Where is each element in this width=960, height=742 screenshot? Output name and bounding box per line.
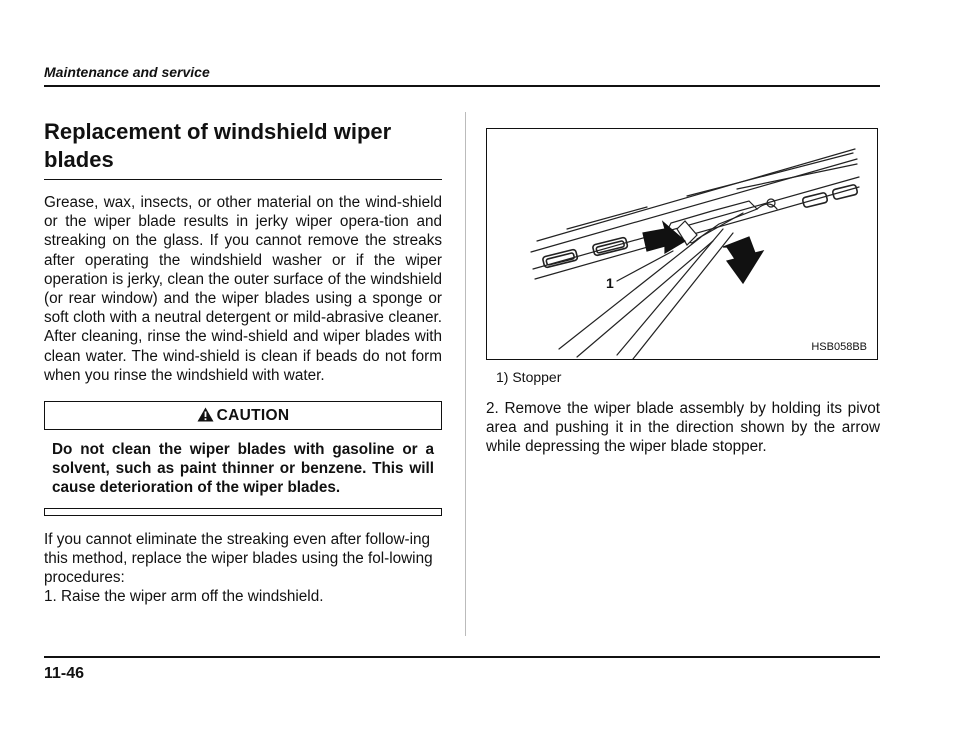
- figure-caption: 1) Stopper: [496, 369, 562, 385]
- caution-label-text: CAUTION: [216, 407, 290, 425]
- page-number: 11-46: [44, 665, 85, 682]
- step-2: 2. Remove the wiper blade assembly by holding its pivot area and pushing it in the direction shown by the arrow while depressing the wiper blade stopper.: [486, 400, 880, 456]
- wiper-blade-figure: [486, 128, 878, 360]
- caution-box: [44, 401, 442, 430]
- intro-paragraph: Grease, wax, insects, or other material on the wind-shield or the wiper blade results in jerky wiper opera-tion and streaking on the glass. If you cannot remove the streaks after operating the windshield washer or if the wiper operation is jerky, clean the outer surface of the windshield (or rear window) and the wiper blades using a sponge or soft cloth with a neutral detergent or mild-abrasive cleaner. After cleaning, rinse the wind-shield and wiper blades with clean water. The wind-shield is clean if beads do not form when you rinse the windshield with water.: [44, 194, 442, 384]
- step-1: 1. Raise the wiper arm off the windshield.: [44, 588, 324, 606]
- caution-label: [45, 407, 441, 427]
- figure-callout: 1: [606, 275, 614, 291]
- header-rule: [44, 85, 880, 87]
- footer-rule: [44, 656, 880, 658]
- column-divider: [465, 112, 466, 636]
- section-title: Replacement of windshield wiper blades: [44, 118, 442, 180]
- running-head: Maintenance and service: [44, 64, 210, 80]
- left-column: [44, 118, 442, 606]
- caution-end-bar: [44, 508, 442, 516]
- figure-code: HSB058BB: [811, 341, 867, 353]
- wiper-illustration: [487, 129, 877, 359]
- warning-triangle-icon: [197, 407, 214, 427]
- procedure-intro: If you cannot eliminate the streaking even after follow-ing this method, replace the wiper blades using the fol-lowing procedures:: [44, 530, 433, 587]
- caution-text: Do not clean the wiper blades with gasoline or a solvent, such as paint thinner or benzene. This will cause deterioration of the wiper blades.: [52, 441, 434, 497]
